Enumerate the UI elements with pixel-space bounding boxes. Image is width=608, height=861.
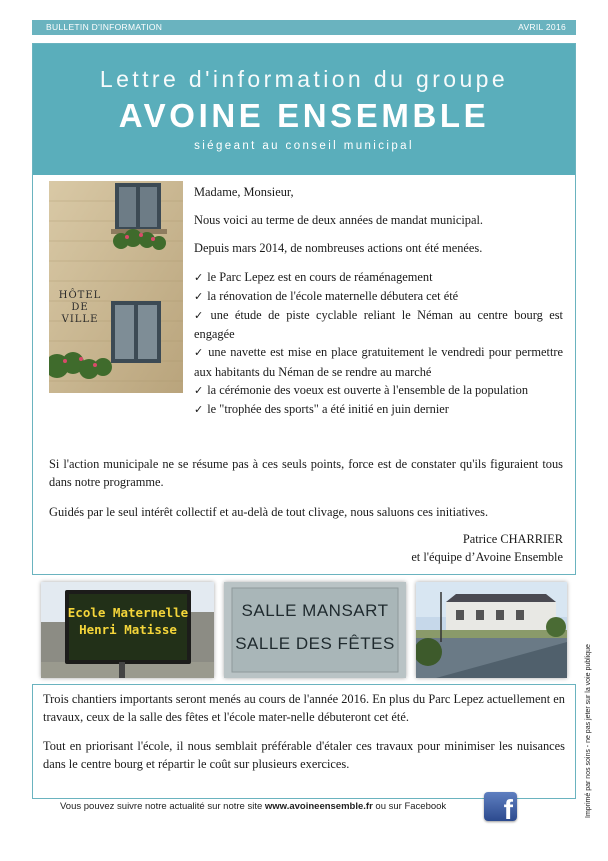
print-notice: Imprimé par nos soins - ne pas jeter sur la voie publique [585, 644, 592, 818]
conclusion-paragraph-2: Guidés par le seul intérêt collectif et au-delà de tout clivage, nous saluons ces initiatives. [49, 505, 489, 519]
facebook-letter: f [503, 794, 513, 821]
check-icon: ✓ [194, 270, 204, 284]
hall-sign-line1: SALLE MANSART [241, 601, 389, 620]
main-letter-frame [32, 43, 576, 575]
hall-sign-line2: SALLE DES FÊTES [235, 634, 395, 653]
photo-strip [32, 582, 576, 678]
letter-body [194, 183, 563, 419]
banner-title: AVOINE ENSEMBLE [118, 97, 490, 134]
footer-text [60, 801, 446, 812]
town-hall-sign-line1: HÔTEL [58, 290, 102, 301]
works-paragraph-1: Trois chantiers importants seront menés au cours de l'année 2016. En plus du Parc Lepez actuellement en travaux, ceux de la salle des fêtes et l'école mater-nelle débuteront cet été. [43, 692, 565, 724]
list-item [194, 306, 563, 343]
action-text: la cérémonie des voeux est ouverte à l'ensemble de la population [207, 382, 529, 397]
signature [411, 530, 563, 566]
hall-photo [224, 582, 406, 678]
works-box [32, 684, 576, 799]
school-sign-line1: Ecole Maternelle [67, 605, 189, 620]
website-link[interactable]: www.avoineensemble.fr [264, 801, 373, 812]
check-icon: ✓ [194, 403, 204, 417]
school-sign [67, 604, 189, 638]
town-hall-sign-line3: VILLE [61, 314, 99, 325]
letter-conclusion [49, 455, 563, 533]
conclusion-paragraph-1: Si l'action municipale ne se résume pas à ces seuls points, force est de constater qu'ils figuraient tous dans notre programme. [49, 457, 563, 489]
check-icon: ✓ [194, 309, 207, 323]
town-hall-sign [55, 290, 105, 326]
facebook-icon[interactable] [484, 792, 517, 821]
banner-subtitle: Lettre d'information du groupe [99, 66, 509, 92]
hall-sign [232, 594, 398, 660]
bulletin-header-bar [32, 20, 576, 35]
letter-greeting: Madame, Monsieur, [194, 185, 294, 199]
banner-tagline: siégeant au conseil municipal [194, 140, 414, 152]
list-item [194, 287, 563, 306]
action-text: la rénovation de l'école maternelle débutera cet été [207, 288, 459, 303]
check-icon: ✓ [194, 346, 205, 360]
action-text: une navette est mise en place gratuitement le vendredi pour permettre aux habitants du Néman de se rendre au marché [194, 345, 564, 379]
works-paragraph-2: Tout en priorisant l'école, il nous semblait préférable d'étaler ces travaux pour minimiser les nuisances dans le centre bourg et répartir le coût sur plusieurs exercices. [43, 739, 565, 771]
list-item [194, 381, 563, 400]
list-item [194, 268, 563, 287]
letter-intro: Nous voici au terme de deux années de mandat municipal. [194, 213, 484, 228]
action-text: le Parc Lepez est en cours de réaménagement [207, 269, 433, 284]
town-hall-sign-line2: DE [71, 302, 89, 313]
footer-text-after: ou sur Facebook [372, 801, 447, 812]
signature-team: et l'équipe d’Avoine Ensemble [411, 550, 563, 564]
list-item [194, 343, 563, 380]
village-photo [416, 582, 567, 678]
check-icon: ✓ [194, 289, 204, 303]
action-text: le "trophée des sports" a été initié en juin dernier [207, 402, 449, 417]
bulletin-date: AVRIL 2016 [518, 22, 566, 32]
actions-list [194, 268, 563, 420]
school-photo [41, 582, 214, 678]
title-banner [33, 44, 575, 175]
action-text: une étude de piste cyclable reliant le Néman au centre bourg est engagée [194, 308, 563, 342]
school-sign-line2: Henri Matisse [79, 622, 177, 637]
check-icon: ✓ [194, 383, 204, 397]
signature-name: Patrice CHARRIER [462, 532, 563, 546]
footer-text-before: Vous pouvez suivre notre actualité sur notre site [60, 801, 265, 812]
list-item [194, 400, 563, 419]
bulletin-label: BULLETIN D'INFORMATION [46, 22, 163, 32]
town-hall-photo [49, 181, 183, 393]
letter-since: Depuis mars 2014, de nombreuses actions ont été menées. [194, 241, 483, 256]
